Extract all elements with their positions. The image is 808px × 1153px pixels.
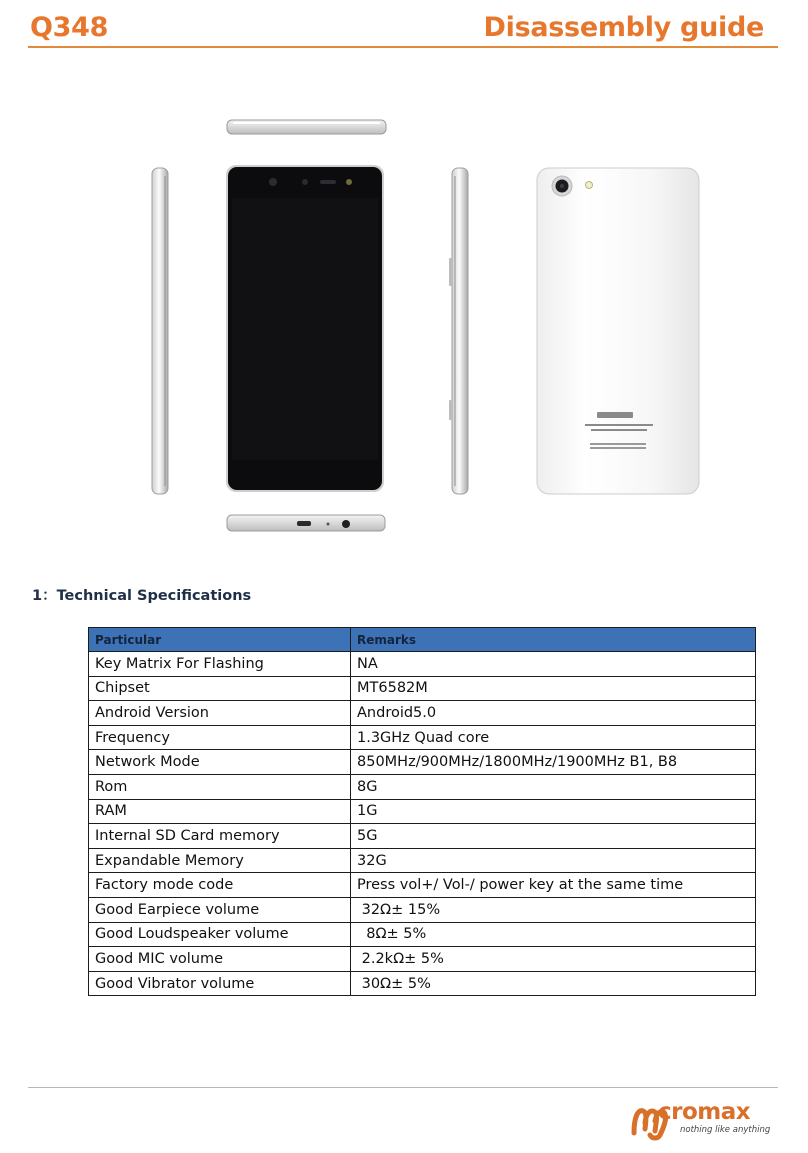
table-row <box>89 971 756 996</box>
document-title: Disassembly guide <box>483 12 764 43</box>
particular-cell: Internal SD Card memory <box>89 824 351 849</box>
remarks-cell: 5G <box>351 824 756 849</box>
table-header-row <box>89 628 756 652</box>
table-row <box>89 873 756 898</box>
particular-cell: Good Vibrator volume <box>89 971 351 996</box>
table-row <box>89 725 756 750</box>
table-row <box>89 824 756 849</box>
particular-cell: Frequency <box>89 725 351 750</box>
brand-tagline: nothing like anything <box>680 1125 771 1135</box>
particular-cell: Chipset <box>89 676 351 701</box>
remarks-cell: MT6582M <box>351 676 756 701</box>
table-row <box>89 947 756 972</box>
particular-cell: Expandable Memory <box>89 848 351 873</box>
phone-left-side-view <box>152 168 168 494</box>
particular-cell: Rom <box>89 774 351 799</box>
remarks-cell: 30Ω± 5% <box>351 971 756 996</box>
remarks-cell: 32G <box>351 848 756 873</box>
table-row <box>89 701 756 726</box>
particular-cell: Network Mode <box>89 750 351 775</box>
particular-cell: Key Matrix For Flashing <box>89 652 351 677</box>
remarks-cell: 1G <box>351 799 756 824</box>
phone-top-edge-view <box>227 120 386 134</box>
particular-cell: Good Earpiece volume <box>89 897 351 922</box>
particular-cell: Good MIC volume <box>89 947 351 972</box>
table-row <box>89 750 756 775</box>
phone-front-view <box>226 165 384 492</box>
headphone-jack-icon <box>342 520 350 528</box>
table-row <box>89 848 756 873</box>
phone-bottom-edge-view <box>227 515 385 531</box>
usb-port-icon <box>297 521 311 526</box>
phone-views-illustration <box>0 0 808 560</box>
column-header-particular: Particular <box>89 628 351 652</box>
phone-right-side-view <box>449 168 468 494</box>
remarks-cell: 850MHz/900MHz/1800MHz/1900MHz B1, B8 <box>351 750 756 775</box>
particular-cell: Android Version <box>89 701 351 726</box>
table-row <box>89 897 756 922</box>
particular-cell: RAM <box>89 799 351 824</box>
remarks-cell: 8Ω± 5% <box>351 922 756 947</box>
remarks-cell: 2.2kΩ± 5% <box>351 947 756 972</box>
table-row <box>89 652 756 677</box>
table-row <box>89 922 756 947</box>
table-row <box>89 774 756 799</box>
footer-divider <box>28 1087 778 1088</box>
remarks-cell: Android5.0 <box>351 701 756 726</box>
remarks-cell: Press vol+/ Vol-/ power key at the same time <box>351 873 756 898</box>
front-camera-icon <box>269 178 277 186</box>
remarks-cell: NA <box>351 652 756 677</box>
remarks-cell: 32Ω± 15% <box>351 897 756 922</box>
particular-cell: Factory mode code <box>89 873 351 898</box>
remarks-cell: 1.3GHz Quad core <box>351 725 756 750</box>
section-title: 1：Technical Specifications <box>32 588 252 604</box>
table-row <box>89 799 756 824</box>
earpiece-icon <box>320 180 336 184</box>
column-header-remarks: Remarks <box>351 628 756 652</box>
spec-table <box>88 627 756 996</box>
brand-wordmark: cromax <box>658 1099 751 1125</box>
particular-cell: Good Loudspeaker volume <box>89 922 351 947</box>
flash-icon <box>586 182 593 189</box>
document-model: Q348 <box>30 12 109 43</box>
table-row <box>89 676 756 701</box>
remarks-cell: 8G <box>351 774 756 799</box>
phone-back-view <box>537 168 699 494</box>
